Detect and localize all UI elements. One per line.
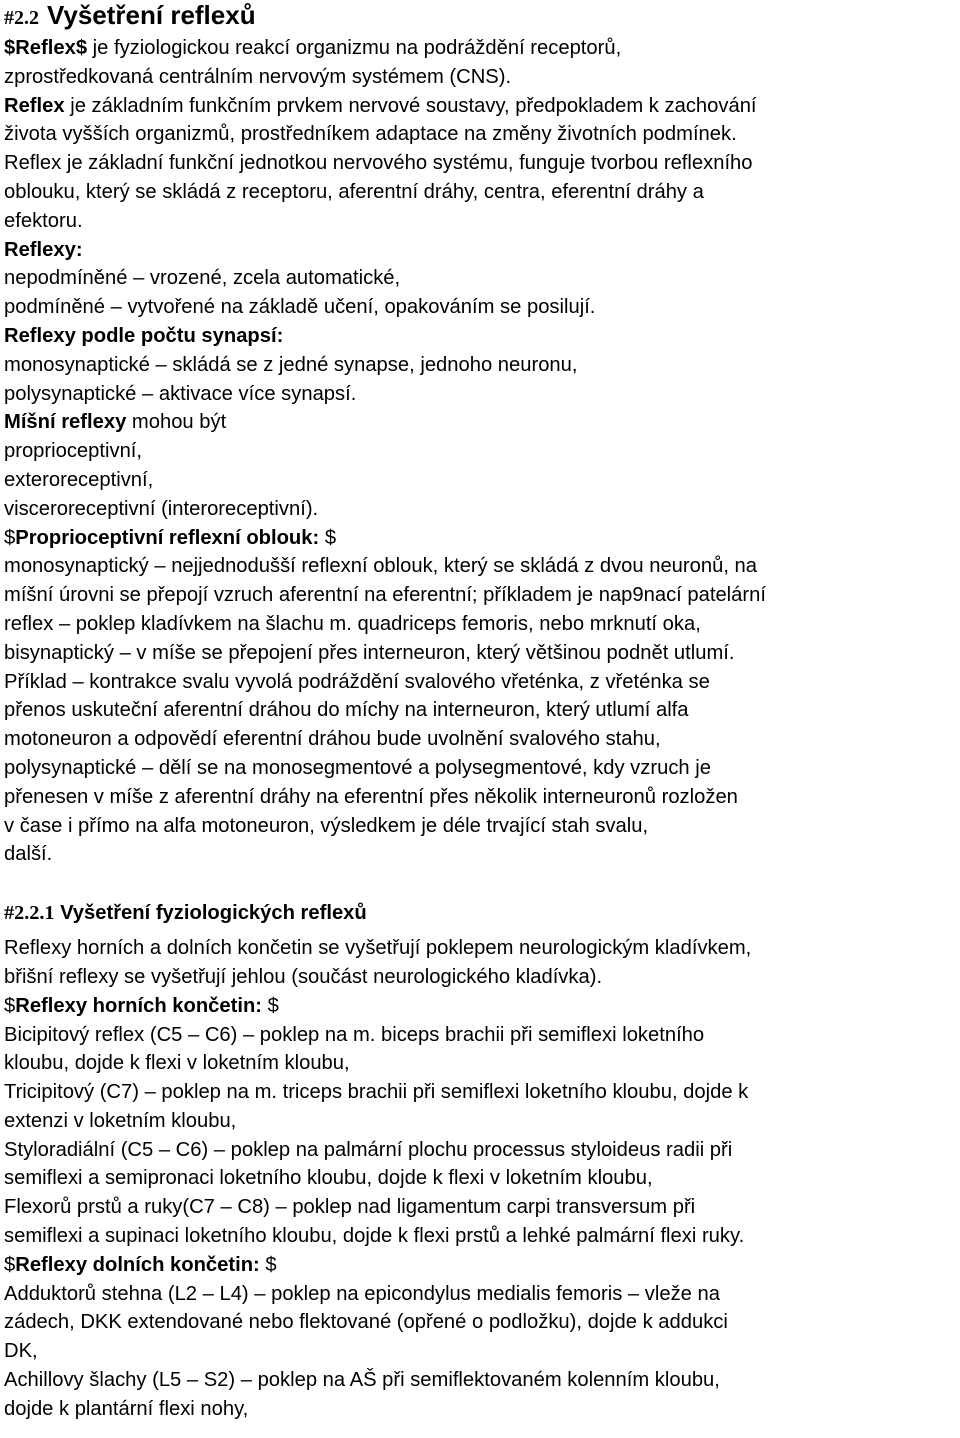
text-segment: $ (319, 526, 337, 549)
bold-text: Reflexy: (4, 238, 83, 261)
text-segment: v čase i přímo na alfa motoneuron, výsledkem je déle trvající stah svalu, (4, 814, 649, 837)
text-segment: oblouku, který se skládá z receptoru, aferentní dráhy, centra, eferentní dráhy a (4, 180, 704, 203)
text-segment: Achillovy šlachy (L5 – S2) – poklep na AŠ při semiflektovaném kolenním kloubu, (4, 1369, 720, 1392)
text-segment: $ (4, 1253, 16, 1276)
text-segment: Tricipitový (C7) – poklep na m. triceps brachii při semiflexi loketního kloubu, dojde k (4, 1081, 749, 1104)
text-line (4, 1136, 958, 1165)
text-line (4, 934, 958, 963)
text-line (4, 1021, 958, 1050)
subsection-title: Vyšetření fyziologických reflexů (54, 902, 367, 925)
text-line (4, 351, 958, 380)
text-line (4, 783, 958, 812)
text-segment: proprioceptivní, (4, 440, 143, 463)
text-segment: efektoru. (4, 209, 83, 232)
text-segment: je základním funkčním prvkem nervové soustavy, předpokladem k zachování (64, 94, 757, 117)
text-line (4, 380, 958, 409)
text-segment: dojde k plantární flexi nohy, (4, 1397, 249, 1420)
text-segment: zádech, DKK extendované nebo flektované (opřené o podložku), dojde k addukci (4, 1311, 728, 1334)
section-title: Vyšetření reflexů (47, 0, 256, 30)
text-line (4, 668, 958, 697)
text-line (4, 1395, 958, 1424)
text-line (4, 34, 958, 63)
text-segment: mohou být (126, 411, 227, 434)
text-line (4, 963, 958, 992)
text-segment: míšní úrovni se přepojí vzruch aferentní na eferentní; příkladem je nap9nací patelární (4, 584, 766, 607)
text-line (4, 1337, 958, 1366)
text-line (4, 1308, 958, 1337)
text-segment: reflex – poklep kladívkem na šlachu m. quadriceps femoris, nebo mrknutí oka, (4, 612, 701, 635)
text-line (4, 1078, 958, 1107)
text-segment: Příklad – kontrakce svalu vyvolá podráždění svalového vřeténka, z vřeténka se (4, 670, 710, 693)
text-segment: Adduktorů stehna (L2 – L4) – poklep na epicondylus medialis femoris – vleže na (4, 1282, 720, 1305)
text-line (4, 63, 958, 92)
text-segment: monosynaptický – nejjednodušší reflexní oblouk, který se skládá z dvou neuronů, na (4, 555, 757, 578)
text-segment: $ (4, 526, 16, 549)
text-segment: břišní reflexy se vyšetřují jehlou (součást neurologického kladívka). (4, 965, 603, 988)
section-heading (4, 0, 958, 34)
text-line (4, 524, 958, 553)
text-segment: nepodmíněné – vrozené, zcela automatické, (4, 267, 401, 290)
text-segment: exteroreceptivní, (4, 468, 154, 491)
text-segment: další. (4, 843, 53, 866)
text-line (4, 1366, 958, 1395)
text-segment: $ (259, 1253, 277, 1276)
subsection-heading (4, 899, 958, 927)
text-line (4, 812, 958, 841)
text-segment: Bicipitový reflex (C5 – C6) – poklep na m. biceps brachii při semiflexi loketního (4, 1023, 705, 1046)
document-page (4, 0, 958, 1424)
text-line (4, 322, 958, 351)
text-line (4, 581, 958, 610)
text-line (4, 1251, 958, 1280)
text-segment: je fyziologickou reakcí organizmu na podráždění receptorů, (87, 37, 622, 59)
text-line (4, 1222, 958, 1251)
text-line (4, 120, 958, 149)
bold-text: Reflexy horních končetin: (15, 994, 263, 1017)
bold-text: Proprioceptivní reflexní oblouk: (15, 526, 320, 549)
text-segment: Styloradiální (C5 – C6) – poklep na palmární plochu processus styloideus radii při (4, 1138, 733, 1161)
text-segment: přenesen v míše z aferentní dráhy na eferentní přes několik interneuronů rozložen (4, 785, 738, 808)
text-segment: polysynaptické – dělí se na monosegmentové a polysegmentové, kdy vzruch je (4, 756, 711, 779)
text-segment: semiflexi a semipronaci loketního kloubu, dojde k flexi v loketním kloubu, (4, 1167, 653, 1190)
bold-text: Reflex (4, 94, 65, 117)
text-line (4, 754, 958, 783)
text-line (4, 1193, 958, 1222)
text-segment: kloubu, dojde k flexi v loketním kloubu, (4, 1052, 350, 1075)
text-segment: monosynaptické – skládá se z jedné synapse, jednoho neuronu, (4, 353, 578, 376)
text-segment: semiflexi a supinaci loketního kloubu, dojde k flexi prstů a lehké palmární flexi ruky. (4, 1225, 745, 1248)
text-line (4, 437, 958, 466)
text-line (4, 149, 958, 178)
text-line (4, 293, 958, 322)
section-body (4, 34, 958, 869)
text-segment: bisynaptický – v míše se přepojení přes interneuron, který většinou podnět utlumí. (4, 641, 735, 664)
bold-text: $Reflex$ (4, 37, 88, 59)
bold-text: Reflexy podle počtu synapsí: (4, 324, 284, 347)
text-line (4, 466, 958, 495)
text-line (4, 207, 958, 236)
text-segment: visceroreceptivní (interoreceptivní). (4, 497, 319, 520)
text-line (4, 264, 958, 293)
bold-text: Míšní reflexy (4, 411, 127, 434)
text-segment: polysynaptické – aktivace více synapsí. (4, 382, 357, 405)
subsection-number: #2.2.1 (4, 902, 55, 925)
text-line (4, 1280, 958, 1309)
text-line (4, 1107, 958, 1136)
text-line (4, 610, 958, 639)
text-line (4, 1164, 958, 1193)
text-segment: podmíněné – vytvořené na základě učení, opakováním se posilují. (4, 296, 596, 319)
text-segment: zprostředkovaná centrálním nervovým systémem (CNS). (4, 65, 512, 88)
text-line (4, 178, 958, 207)
section-number: #2.2 (4, 7, 39, 29)
text-segment: života vyšších organizmů, prostředníkem adaptace na změny životních podmínek. (4, 123, 737, 146)
text-line (4, 639, 958, 668)
text-line (4, 1049, 958, 1078)
text-segment: přenos uskuteční aferentní dráhou do míchy na interneuron, který utlumí alfa (4, 699, 689, 722)
text-line (4, 725, 958, 754)
text-segment: Flexorů prstů a ruky(C7 – C8) – poklep nad ligamentum carpi transversum při (4, 1196, 696, 1219)
text-line (4, 840, 958, 869)
text-segment: DK, (4, 1340, 38, 1363)
text-line (4, 696, 958, 725)
text-segment: $ (262, 994, 279, 1017)
bold-text: Reflexy dolních končetin: (15, 1253, 260, 1276)
subsection-body (4, 934, 958, 1424)
text-segment: $ (4, 994, 16, 1017)
text-line (4, 236, 958, 265)
text-line (4, 992, 958, 1021)
text-line (4, 408, 958, 437)
text-segment: Reflexy horních a dolních končetin se vyšetřují poklepem neurologickým kladívkem, (4, 937, 752, 960)
text-segment: extenzi v loketním kloubu, (4, 1109, 237, 1132)
text-segment: motoneuron a odpovědí eferentní dráhou bude uvolnění svalového stahu, (4, 728, 661, 751)
text-line (4, 92, 958, 121)
text-line (4, 495, 958, 524)
text-line (4, 552, 958, 581)
text-segment: Reflex je základní funkční jednotkou nervového systému, funguje tvorbou reflexního (4, 152, 753, 175)
